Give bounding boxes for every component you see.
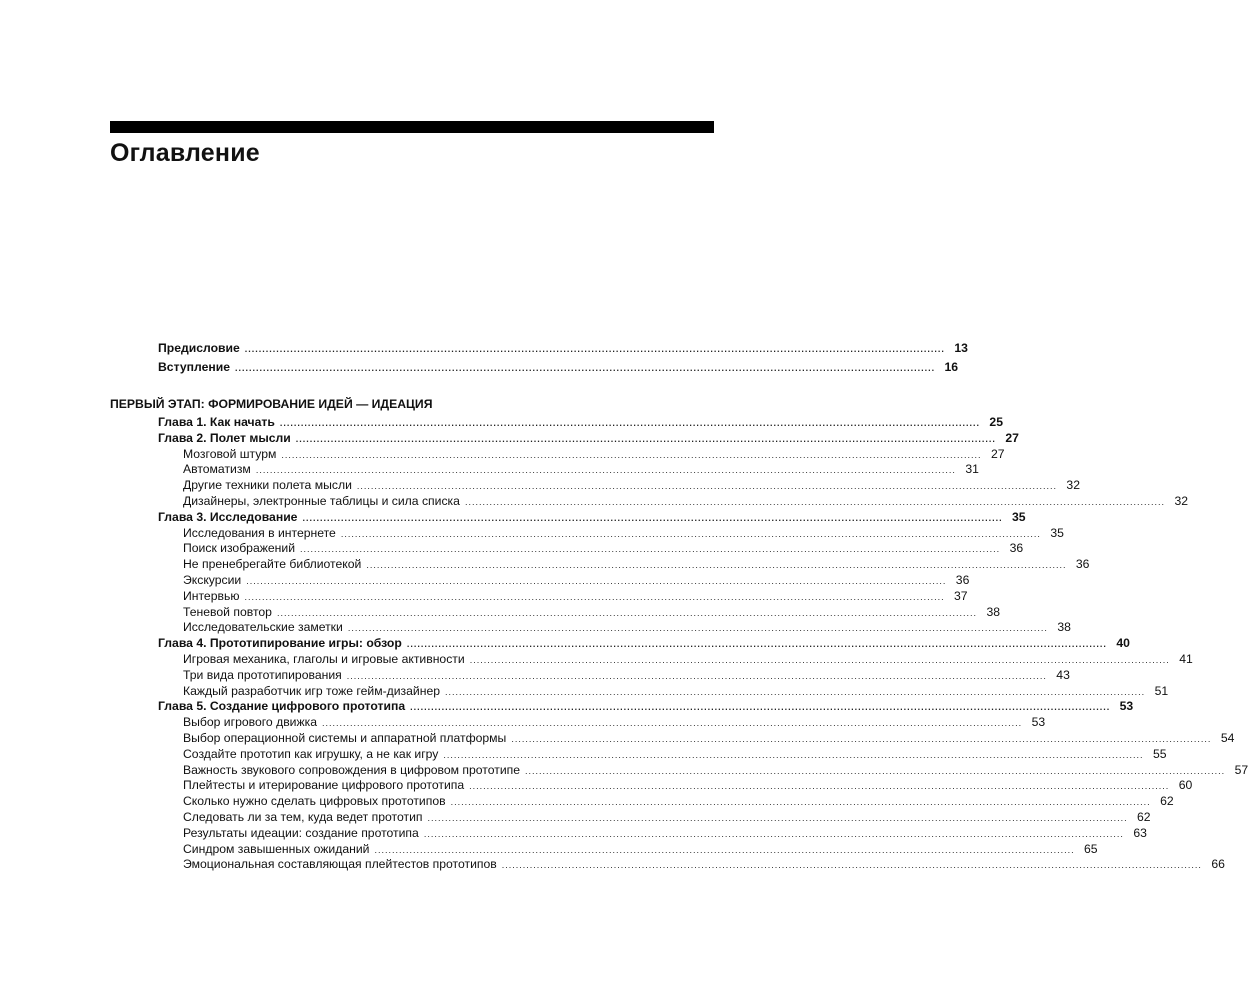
toc-entry-label: Синдром завышенных ожиданий (183, 841, 370, 856)
toc-entry-page: 27 (1005, 430, 1019, 445)
toc-section-entry[interactable] (183, 841, 1098, 857)
toc-entry-label: Три вида прототипирования (183, 667, 342, 682)
toc-entry-label: Поиск изображений (183, 541, 296, 556)
toc-entry-label: Дизайнеры, электронные таблицы и сила списка (183, 494, 460, 508)
toc-entry-page: 35 (1012, 509, 1026, 524)
dot-leader: ........................................................................................................................................................................................................ (279, 418, 980, 428)
toc-entry-page: 66 (1211, 857, 1225, 872)
toc-section-entry[interactable] (183, 856, 1225, 872)
toc-entry-page: 51 (1154, 683, 1169, 698)
top-rule (110, 121, 714, 133)
toc-entry-label: Плейтесты и итерирование цифрового прототипа (183, 778, 465, 793)
toc-entry-label: Выбор операционной системы и аппаратной платформы (183, 731, 507, 745)
toc-entry-label: Исследовательские заметки (183, 620, 343, 635)
dot-leader: ........................................................................................................................................................................................................ (281, 449, 982, 460)
dot-leader: ........................................................................................................................................................................................................ (347, 623, 1048, 634)
toc-entry-page: 36 (1009, 541, 1024, 556)
toc-section-entry[interactable] (183, 493, 1189, 509)
toc-section-entry[interactable] (183, 730, 1235, 746)
dot-leader: ........................................................................................................................................................................................................ (295, 433, 996, 444)
toc-entry-label: Эмоциональная составляющая плейтестов прототипов (183, 857, 497, 872)
toc-entry-page: 38 (986, 604, 1001, 619)
toc-entry-page: 40 (1116, 636, 1130, 651)
toc-section-entry[interactable] (183, 461, 979, 477)
toc-entry-label: Мозговой штурм (183, 446, 277, 461)
toc-section-entry[interactable] (183, 793, 1174, 809)
toc-entry-page: 55 (1152, 746, 1167, 761)
toc-entry-page: 25 (989, 415, 1003, 429)
toc-entry-label: Сколько нужно сделать цифровых прототипов (183, 794, 446, 809)
toc-entry-page: 63 (1133, 825, 1147, 840)
dot-leader: ........................................................................................................................................................................................................ (427, 813, 1128, 823)
toc-chapter-entry[interactable] (158, 509, 1026, 525)
dot-leader: ........................................................................................................................................................................................................ (234, 363, 936, 373)
toc-section-entry[interactable] (183, 477, 1080, 493)
toc-chapter-entry[interactable] (158, 698, 1134, 714)
dot-leader: ........................................................................................................................................................................................................ (322, 718, 1023, 729)
dot-leader: ........................................................................................................................................................................................................ (410, 702, 1111, 713)
toc-entry-label: Выбор игрового движка (183, 715, 318, 730)
toc-entry-label: Каждый разработчик игр тоже гейм-дизайнер (183, 683, 441, 698)
toc-section-entry[interactable] (183, 683, 1169, 699)
toc-entry-page: 62 (1137, 810, 1151, 824)
toc-entry-label: Вступление (158, 360, 230, 374)
toc-entry-label: Другие техники полета мысли (183, 478, 352, 493)
dot-leader: ........................................................................................................................................................................................................ (255, 465, 956, 476)
dot-leader: ........................................................................................................................................................................................................ (423, 828, 1124, 839)
toc-entry-label: Глава 2. Полет мысли (158, 430, 291, 445)
toc-entry-page: 38 (1057, 620, 1071, 635)
toc-section-entry[interactable] (183, 525, 1064, 541)
dot-leader: ........................................................................................................................................................................................................ (450, 797, 1151, 808)
dot-leader: ........................................................................................................................................................................................................ (501, 860, 1202, 871)
dot-leader: ........................................................................................................................................................................................................ (276, 607, 978, 618)
toc-entry-page: 54 (1220, 731, 1235, 745)
toc-section-entry[interactable] (183, 746, 1167, 762)
dot-leader: ........................................................................................................................................................................................................ (346, 670, 1047, 681)
toc-entry-page: 41 (1179, 652, 1193, 666)
toc-entry-label: Создайте прототип как игрушку, а не как игру (183, 746, 439, 761)
toc-entry-label: Глава 3. Исследование (158, 509, 298, 524)
dot-leader: ........................................................................................................................................................................................................ (340, 528, 1041, 539)
toc-section-entry[interactable] (183, 809, 1151, 825)
dot-leader: ........................................................................................................................................................................................................ (445, 686, 1146, 697)
toc-entry-page: 32 (1066, 478, 1080, 493)
toc-entry-page: 53 (1031, 715, 1046, 730)
dot-leader: ........................................................................................................................................................................................................ (244, 344, 945, 354)
toc-entry-page: 35 (1050, 525, 1064, 540)
toc-chapter-entry[interactable] (158, 430, 1019, 446)
toc-entry-label: Глава 4. Прототипирование игры: обзор (158, 636, 402, 651)
toc-section-entry[interactable] (183, 777, 1193, 793)
toc-entry-page: 62 (1160, 794, 1174, 809)
toc-entry-label: Игровая механика, глаголы и игровые активности (183, 652, 465, 666)
dot-leader: ........................................................................................................................................................................................................ (469, 655, 1170, 665)
toc-section-entry[interactable] (183, 572, 970, 588)
toc-entry-label: Следовать ли за тем, куда ведет прототип (183, 810, 423, 824)
toc-entry-label: Теневой повтор (183, 604, 272, 619)
toc-entry-page: 60 (1178, 778, 1193, 793)
dot-leader: ........................................................................................................................................................................................................ (464, 497, 1166, 507)
dot-leader: ........................................................................................................................................................................................................ (511, 734, 1212, 744)
toc-entry-page: 43 (1056, 667, 1070, 682)
toc-section-entry[interactable] (183, 619, 1071, 635)
page-title: Оглавление (110, 139, 260, 167)
toc-entry-label: Интервью (183, 588, 240, 603)
dot-leader: ........................................................................................................................................................................................................ (244, 591, 945, 602)
toc-section-entry[interactable] (183, 540, 1024, 556)
dot-leader: ........................................................................................................................................................................................................ (374, 844, 1075, 855)
toc-entry-page: 65 (1084, 841, 1098, 856)
toc-entry-page: 37 (954, 588, 968, 603)
dot-leader: ........................................................................................................................................................................................................ (469, 781, 1170, 792)
part-heading: ПЕРВЫЙ ЭТАП: ФОРМИРОВАНИЕ ИДЕЙ — ИДЕАЦИЯ (110, 397, 433, 411)
toc-section-entry[interactable] (183, 651, 1193, 667)
toc-section-entry[interactable] (183, 446, 1005, 462)
dot-leader: ........................................................................................................................................................................................................ (525, 765, 1226, 776)
dot-leader: ........................................................................................................................................................................................................ (246, 576, 947, 586)
toc-chapter-entry[interactable] (158, 635, 1130, 651)
toc-entry-label: Важность звукового сопровождения в цифровом прототипе (183, 762, 521, 777)
toc-section-entry[interactable] (183, 604, 1001, 620)
toc-entry-label: Экскурсии (183, 573, 242, 587)
toc-entry-page: 36 (1075, 557, 1090, 572)
toc-entry-label: Глава 5. Создание цифрового прототипа (158, 699, 406, 714)
toc-entry-page: 31 (965, 462, 979, 477)
dot-leader: ........................................................................................................................................................................................................ (366, 560, 1067, 571)
toc-entry-page: 27 (990, 446, 1005, 461)
toc-entry-introduction[interactable] (158, 359, 959, 375)
toc-entry-label: Глава 1. Как начать (158, 415, 275, 429)
toc-entry-preface[interactable] (158, 340, 968, 356)
toc-entry-label: Результаты идеации: создание прототипа (183, 825, 419, 840)
dot-leader: ........................................................................................................................................................................................................ (300, 544, 1001, 555)
toc-section-entry[interactable] (183, 714, 1046, 730)
toc-entry-page: 16 (944, 360, 959, 374)
toc-section-entry[interactable] (183, 762, 1248, 778)
toc-entry-page: 57 (1234, 762, 1248, 777)
toc-entry-label: Предисловие (158, 341, 240, 355)
toc-entry-page: 13 (954, 341, 968, 355)
toc-entry-label: Не пренебрегайте библиотекой (183, 557, 362, 572)
toc-entry-page: 36 (955, 573, 970, 587)
toc-entry-page: 53 (1119, 699, 1134, 714)
toc-section-entry[interactable] (183, 588, 968, 604)
dot-leader: ........................................................................................................................................................................................................ (302, 512, 1003, 523)
dot-leader: ........................................................................................................................................................................................................ (406, 639, 1107, 650)
toc-entry-page: 32 (1174, 494, 1189, 508)
dot-leader: ........................................................................................................................................................................................................ (443, 749, 1144, 760)
toc-entry-label: Исследования в интернете (183, 525, 336, 540)
toc-chapter-entry[interactable] (158, 414, 1003, 430)
toc-section-entry[interactable] (183, 825, 1147, 841)
dot-leader: ........................................................................................................................................................................................................ (356, 481, 1057, 492)
toc-section-entry[interactable] (183, 556, 1090, 572)
toc-section-entry[interactable] (183, 667, 1070, 683)
toc-entry-label: Автоматизм (183, 462, 251, 477)
